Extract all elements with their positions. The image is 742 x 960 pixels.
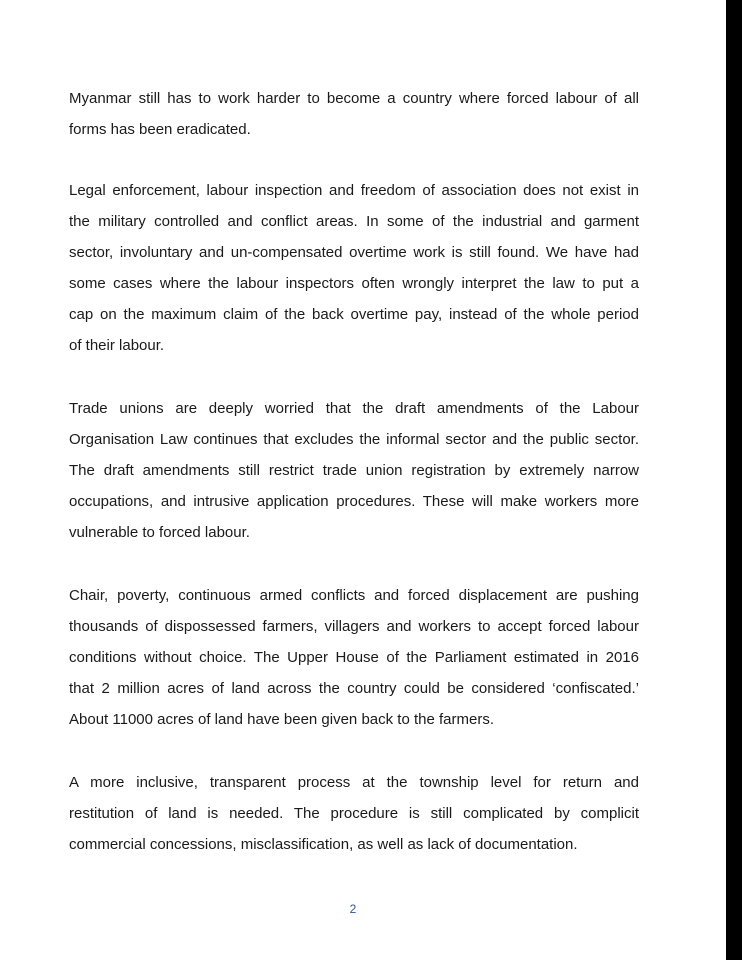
text-line: Chair, poverty, continuous armed conflicts and forced displacement are pushing — [69, 587, 639, 604]
text-line: vulnerable to forced labour. — [69, 524, 250, 541]
text-line: occupations, and intrusive application procedures. These will make workers more — [69, 493, 639, 510]
text-line: cap on the maximum claim of the back overtime pay, instead of the whole period — [69, 306, 639, 323]
text-line: conditions without choice. The Upper House of the Parliament estimated in 2016 — [69, 649, 639, 666]
text-line: some cases where the labour inspectors often wrongly interpret the law to put a — [69, 275, 639, 292]
text-line: Organisation Law continues that excludes the informal sector and the public sector. — [69, 431, 639, 448]
paragraph-land-restitution — [69, 767, 639, 860]
text-line: commercial concessions, misclassification, as well as lack of documentation. — [69, 836, 578, 853]
page-number: 2 — [349, 902, 357, 916]
text-line: forms has been eradicated. — [69, 121, 251, 138]
paragraph-forced-labour-eradication — [69, 83, 639, 145]
paragraph-trade-unions — [69, 393, 639, 548]
text-line: that 2 million acres of land across the country could be considered ‘confiscated.’ — [69, 680, 639, 697]
text-line: A more inclusive, transparent process at the township level for return and — [69, 774, 639, 791]
page-right-border — [726, 0, 742, 960]
text-line: Myanmar still has to work harder to become a country where forced labour of all — [69, 90, 639, 107]
text-line: sector, involuntary and un-compensated overtime work is still found. We have had — [69, 244, 639, 261]
text-line: About 11000 acres of land have been given back to the farmers. — [69, 711, 494, 728]
text-line: Trade unions are deeply worried that the draft amendments of the Labour — [69, 400, 639, 417]
text-line: the military controlled and conflict areas. In some of the industrial and garment — [69, 213, 639, 230]
text-line: The draft amendments still restrict trade union registration by extremely narrow — [69, 462, 639, 479]
text-line: of their labour. — [69, 337, 165, 354]
text-line: thousands of dispossessed farmers, villagers and workers to accept forced labour — [69, 618, 639, 635]
paragraph-legal-enforcement — [69, 175, 639, 361]
text-line: Legal enforcement, labour inspection and freedom of association does not exist in — [69, 182, 639, 199]
paragraph-poverty-displacement — [69, 580, 639, 735]
text-line: restitution of land is needed. The procedure is still complicated by complicit — [69, 805, 639, 822]
